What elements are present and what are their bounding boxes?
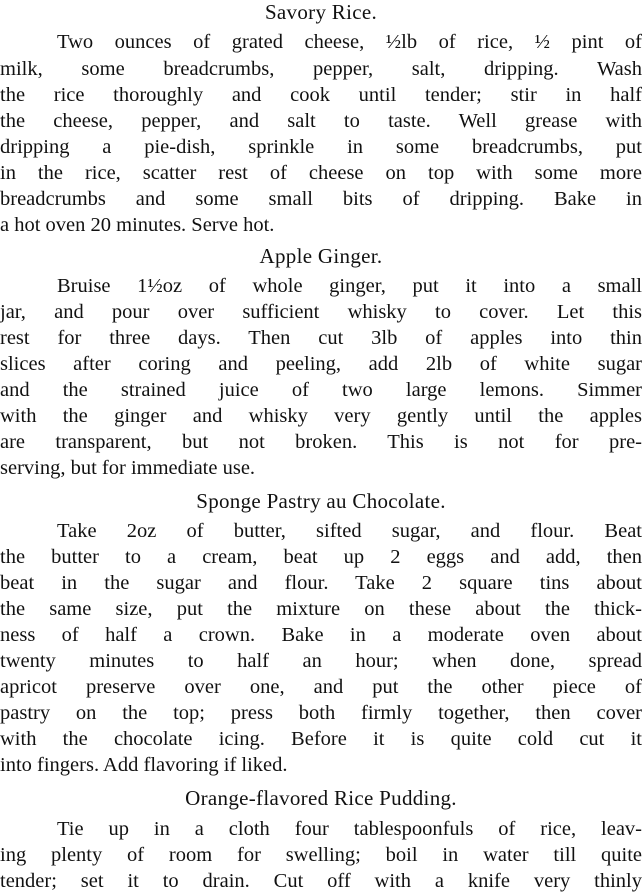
recipe-line: into fingers. Add flavoring if liked. [0, 754, 288, 776]
recipe-line: ness of half a crown. Bake in a moderate oven about [0, 624, 642, 646]
recipe-line: Two ounces of grated cheese, ½lb of rice, ½ pint of [57, 31, 642, 53]
recipe-line: the cheese, pepper, and salt to taste. Well grease with [0, 110, 642, 132]
recipe-line: and the strained juice of two large lemons. Simmer [0, 379, 642, 401]
recipe-title-savory-rice: Savory Rice. [264, 0, 378, 24]
recipe-title-orange-rice-pudding: Orange-flavored Rice Pudding. [185, 786, 457, 810]
recipe-line: apricot preserve over one, and put the other piece of [0, 676, 642, 698]
recipe-line: rest for three days. Then cut 3lb of apples into thin [0, 327, 642, 349]
recipe-line: beat in the sugar and flour. Take 2 square tins about [0, 572, 642, 594]
recipe-line: with the chocolate icing. Before it is quite cold cut it [0, 728, 642, 750]
recipe-line: Tie up in a cloth four tablespoonfuls of rice, leav- [57, 818, 642, 840]
recipe-line: twenty minutes to half an hour; when done, spread [0, 650, 642, 672]
recipe-line: a hot oven 20 minutes. Serve hot. [0, 214, 275, 236]
recipe-line: are transparent, but not broken. This is not for pre- [0, 431, 642, 453]
recipe-line: milk, some breadcrumbs, pepper, salt, dripping. Wash [0, 58, 642, 80]
recipe-line: Take 2oz of butter, sifted sugar, and flour. Beat [57, 520, 642, 542]
recipe-line: the butter to a cream, beat up 2 eggs and add, then [0, 546, 642, 568]
recipe-line: jar, and pour over sufficient whisky to cover. Let this [0, 301, 642, 323]
recipe-line: ing plenty of room for swelling; boil in water till quite [0, 844, 642, 866]
recipe-line: Bruise 1½oz of whole ginger, put it into a small [57, 275, 642, 297]
recipe-line: tender; set it to drain. Cut off with a knife very thinly [0, 870, 642, 892]
recipe-line: slices after coring and peeling, add 2lb of white sugar [0, 353, 642, 375]
recipe-title-apple-ginger: Apple Ginger. [259, 244, 383, 268]
recipe-line: in the rice, scatter rest of cheese on top with some more [0, 162, 642, 184]
recipe-line: with the ginger and whisky very gently until the apples [0, 405, 642, 427]
recipe-line: the same size, put the mixture on these about the thick- [0, 598, 642, 620]
recipe-line: breadcrumbs and some small bits of dripping. Bake in [0, 188, 642, 210]
recipe-title-sponge-pastry: Sponge Pastry au Chocolate. [196, 489, 446, 513]
recipe-line: the rice thoroughly and cook until tender; stir in half [0, 84, 642, 106]
recipe-line: dripping a pie-dish, sprinkle in some breadcrumbs, put [0, 136, 642, 158]
recipe-line: pastry on the top; press both firmly together, then cover [0, 702, 642, 724]
recipe-line: serving, but for immediate use. [0, 457, 256, 479]
